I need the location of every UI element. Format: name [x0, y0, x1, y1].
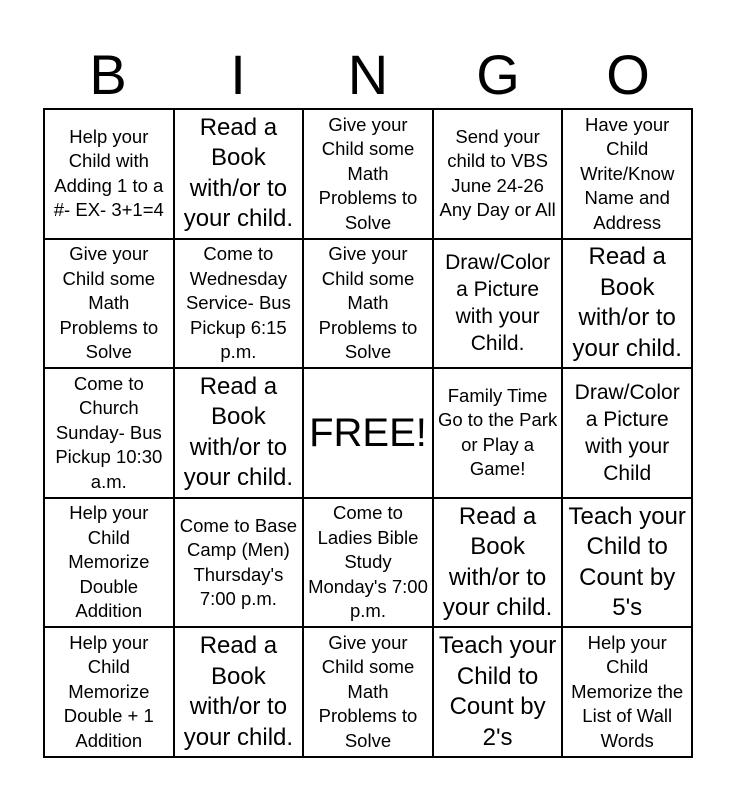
header-letter-g: G	[476, 43, 520, 106]
bingo-cell-text: Read a Book with/or to your child.	[183, 632, 294, 751]
bingo-cell-text: Help your Child with Adding 1 to a #- EX- 3+1=4	[53, 125, 164, 221]
bingo-cell-text: Give your Child some Math Problems to Solve	[318, 243, 418, 363]
free-space	[303, 368, 433, 498]
bingo-cell	[44, 109, 174, 239]
bingo-cell	[433, 498, 563, 628]
bingo-card-grid	[43, 108, 693, 758]
bingo-cell-text: Come to Church Sunday- Bus Pickup 10:30 a.m.	[55, 372, 163, 492]
bingo-cell-text: Read a Book with/or to your child.	[183, 372, 294, 492]
header-letter-n: N	[347, 43, 389, 106]
bingo-cell-text: Come to Base Camp (Men) Thursday's 7:00 p.m.	[179, 514, 297, 610]
bingo-cell	[433, 239, 563, 369]
bingo-cell	[174, 109, 304, 239]
header-letter-b: B	[89, 43, 127, 106]
bingo-cell	[303, 109, 433, 239]
bingo-cell	[562, 368, 692, 498]
bingo-cell-text: FREE!	[309, 410, 427, 455]
bingo-cell	[433, 109, 563, 239]
bingo-cell-text: Family Time Go to the Park or Play a Game!	[437, 384, 558, 480]
bingo-cell	[562, 498, 692, 628]
bingo-cell	[303, 498, 433, 628]
bingo-cell-text: Read a Book with/or to your child.	[442, 502, 553, 622]
bingo-cell-text: Read a Book with/or to your child.	[572, 243, 682, 362]
bingo-cell-text: Teach your Child to Count by 2's	[438, 632, 557, 751]
bingo-cell	[174, 239, 304, 369]
bingo-cell	[174, 368, 304, 498]
bingo-cell-text: Help your Child Memorize Double + 1 Addition	[63, 631, 154, 751]
bingo-cell-text: Help your Child Memorize Double Addition	[68, 502, 150, 622]
bingo-cell	[562, 109, 692, 239]
bingo-cell	[433, 627, 563, 757]
bingo-cell	[44, 368, 174, 498]
bingo-cell	[562, 239, 692, 369]
bingo-cell	[44, 498, 174, 628]
bingo-cell-text: Draw/Color a Picture with your Child.	[445, 251, 551, 356]
bingo-cell	[44, 627, 174, 757]
bingo-cell-text: Give your Child some Math Problems to Solve	[318, 631, 418, 751]
bingo-cell	[44, 239, 174, 369]
bingo-header	[43, 44, 693, 106]
header-letter-o: O	[606, 43, 650, 106]
header-letter-i: I	[230, 43, 246, 106]
bingo-cell	[174, 627, 304, 757]
bingo-cell-text: Teach your Child to Count by 5's	[568, 502, 686, 622]
bingo-cell-text: Help your Child Memorize the List of Wall Words	[571, 631, 684, 751]
bingo-cell	[562, 627, 692, 757]
bingo-cell-text: Give your Child some Math Problems to Solve	[59, 243, 159, 363]
bingo-cell-text: Read a Book with/or to your child.	[183, 113, 294, 233]
bingo-cell-text: Draw/Color a Picture with your Child	[574, 380, 680, 485]
bingo-cell-text: Have your Child Write/Know Name and Address	[580, 113, 675, 233]
bingo-cell	[303, 239, 433, 369]
bingo-cell-text: Come to Ladies Bible Study Monday's 7:00 p.m.	[308, 502, 428, 622]
bingo-cell	[303, 627, 433, 757]
bingo-cell-text: Give your Child some Math Problems to Solve	[318, 113, 418, 233]
bingo-cell	[433, 368, 563, 498]
bingo-cell-text: Come to Wednesday Service- Bus Pickup 6:15 p.m.	[185, 243, 291, 363]
bingo-cell	[174, 498, 304, 628]
bingo-cell-text: Send your child to VBS June 24-26 Any Day or All	[439, 125, 556, 221]
